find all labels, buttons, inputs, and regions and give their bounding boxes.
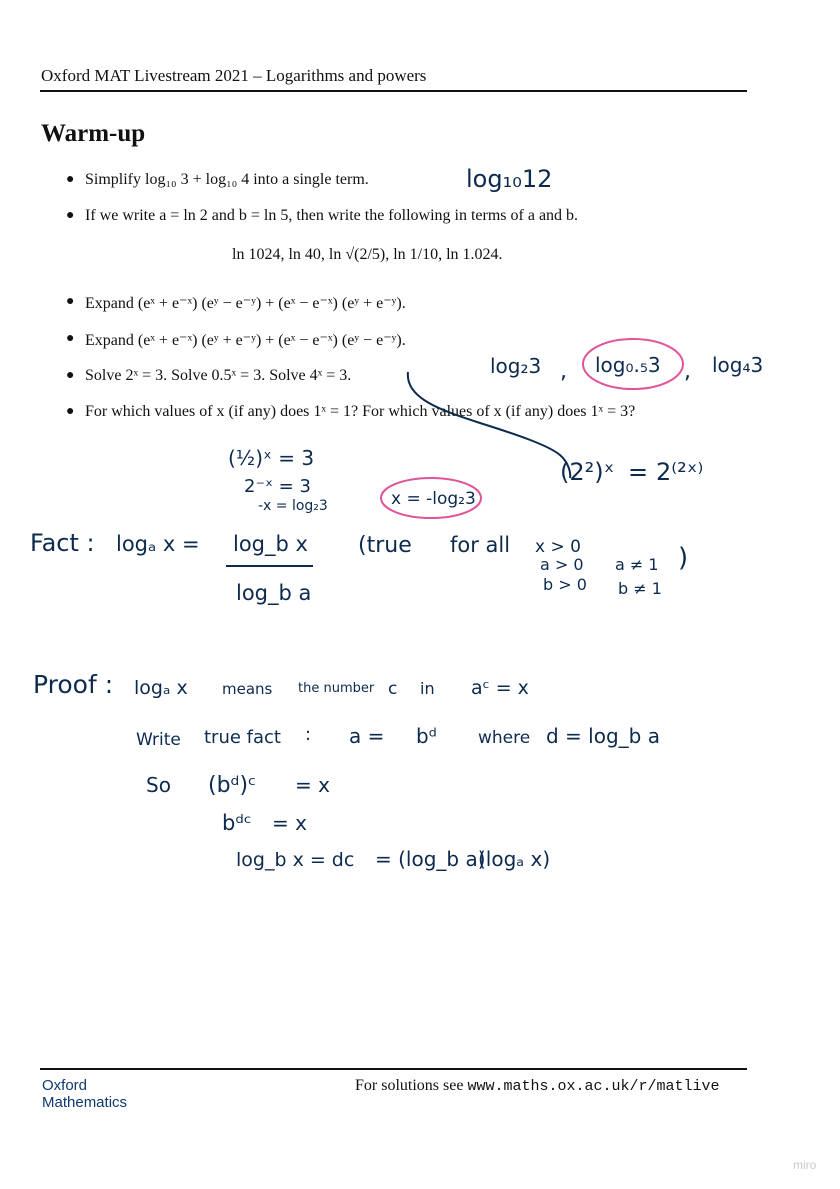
- hw-proof-text: = x: [272, 811, 307, 835]
- list-item-text: If we write a = ln 2 and b = ln 5, then write the following in terms of a and b.: [85, 207, 579, 224]
- hw-comma: ,: [684, 359, 691, 384]
- bullet-icon: ●: [66, 208, 75, 223]
- hw-fact-cond4: b > 0: [543, 575, 587, 594]
- hw-proof-text: So: [146, 773, 171, 797]
- brand-logo-line2: Mathematics: [42, 1094, 128, 1111]
- hw-fact-cond1: x > 0: [535, 537, 581, 557]
- hw-proof-text: aᶜ = x: [471, 677, 529, 699]
- hw-proof-text: bᵈᶜ: [222, 811, 252, 835]
- hw-proof-text: log_b x = dc: [236, 849, 355, 871]
- watermark: miro: [793, 1158, 817, 1172]
- list-item-text: For which values of x (if any) does 1ˣ = 1? For which values of x (if any) does 1ˣ = 3?: [85, 403, 636, 420]
- list-item-text: Expand (eˣ + e⁻ˣ) (eʸ + e⁻ʸ) + (eˣ − e⁻ˣ) (eʸ − e⁻ʸ).: [85, 332, 406, 349]
- hw-log05-3: log₀.₅3: [595, 353, 661, 377]
- hw-proof-text: means: [222, 680, 273, 698]
- hw-log4-3: log₄3: [712, 353, 764, 377]
- hw-half-boxed: x = -log₂3: [391, 489, 476, 509]
- section-title: Warm-up: [41, 120, 146, 147]
- page-header-title: Oxford MAT Livestream 2021 – Logarithms and powers: [41, 66, 427, 85]
- list-item-text: Simplify log₁₀ 3 + log₁₀ 4 into a single term.: [85, 171, 369, 188]
- hw-proof-text: true fact: [204, 727, 281, 748]
- display-math: ln 1024, ln 40, ln √(2/5), ln 1/10, ln 1.024.: [232, 246, 503, 263]
- hw-comma: ,: [560, 359, 567, 384]
- hw-half-line2: 2⁻ˣ = 3: [244, 476, 311, 497]
- hw-proof-text: where: [478, 728, 531, 748]
- hw-fact-cond-open: (true: [358, 533, 412, 558]
- bullet-icon: ●: [66, 368, 75, 383]
- hw-proof-text: Write: [136, 730, 181, 750]
- hw-power-lhs: (2²)ˣ: [560, 458, 615, 486]
- hw-fact-label: Fact :: [30, 529, 95, 557]
- solutions-text: For solutions see: [355, 1077, 464, 1094]
- footer-rule: [40, 1068, 747, 1070]
- hw-proof-text: (bᵈ)ᶜ: [208, 773, 257, 798]
- hw-proof-text: = (log_b a): [375, 847, 486, 871]
- hw-proof-text: :: [305, 724, 312, 745]
- hw-proof-text: d = log_b a: [546, 724, 660, 748]
- bullet-icon: ●: [66, 331, 75, 346]
- hw-half-line3: -x = log₂3: [258, 498, 328, 514]
- hw-proof-text: in: [420, 679, 435, 698]
- hw-power-eq: =: [628, 458, 649, 486]
- hw-log2-3: log₂3: [490, 354, 542, 378]
- hw-fact-cond5: b ≠ 1: [618, 579, 662, 598]
- hw-proof-text: bᵈ: [416, 724, 437, 748]
- hw-proof-text: logₐ x: [134, 677, 188, 699]
- solutions-note: [355, 1077, 720, 1095]
- bullet-icon: ●: [66, 404, 75, 419]
- hw-fact-cond3: a ≠ 1: [615, 555, 659, 574]
- hw-arrow-curve: [408, 372, 570, 478]
- hw-power-rhs: 2⁽²ˣ⁾: [656, 458, 704, 486]
- hw-proof-text: a =: [349, 724, 385, 748]
- hw-proof-text: = x: [295, 773, 330, 797]
- hw-proof-text: c: [388, 679, 398, 699]
- hw-proof-label: Proof :: [33, 670, 114, 699]
- list-item-text: Expand (eˣ + e⁻ˣ) (eʸ − e⁻ʸ) + (eˣ − e⁻ˣ) (eʸ + e⁻ʸ).: [85, 295, 406, 312]
- hw-fact-denominator: log_b a: [236, 581, 312, 605]
- solutions-link[interactable]: www.maths.ox.ac.uk/r/matlive: [467, 1078, 720, 1095]
- bullet-icon: ●: [66, 294, 75, 309]
- list-item-text: Solve 2ˣ = 3. Solve 0.5ˣ = 3. Solve 4ˣ = 3.: [85, 367, 352, 384]
- hw-fact-cond2: a > 0: [540, 555, 584, 574]
- hw-answer-log10-12: log₁₀12: [466, 165, 553, 193]
- hw-proof-text: (logₐ x): [478, 847, 551, 871]
- hw-half-line1: (½)ˣ = 3: [228, 446, 315, 470]
- brand-logo-line1: Oxford: [42, 1077, 88, 1094]
- hw-fact-cond-close: ): [678, 543, 689, 573]
- hw-fact-cond-for: for all: [450, 533, 511, 557]
- hw-fact-numerator: log_b x: [233, 532, 308, 556]
- hw-fact-lhs: logₐ x =: [116, 532, 200, 556]
- bullet-icon: ●: [66, 172, 75, 187]
- hw-proof-text: the number: [298, 681, 375, 696]
